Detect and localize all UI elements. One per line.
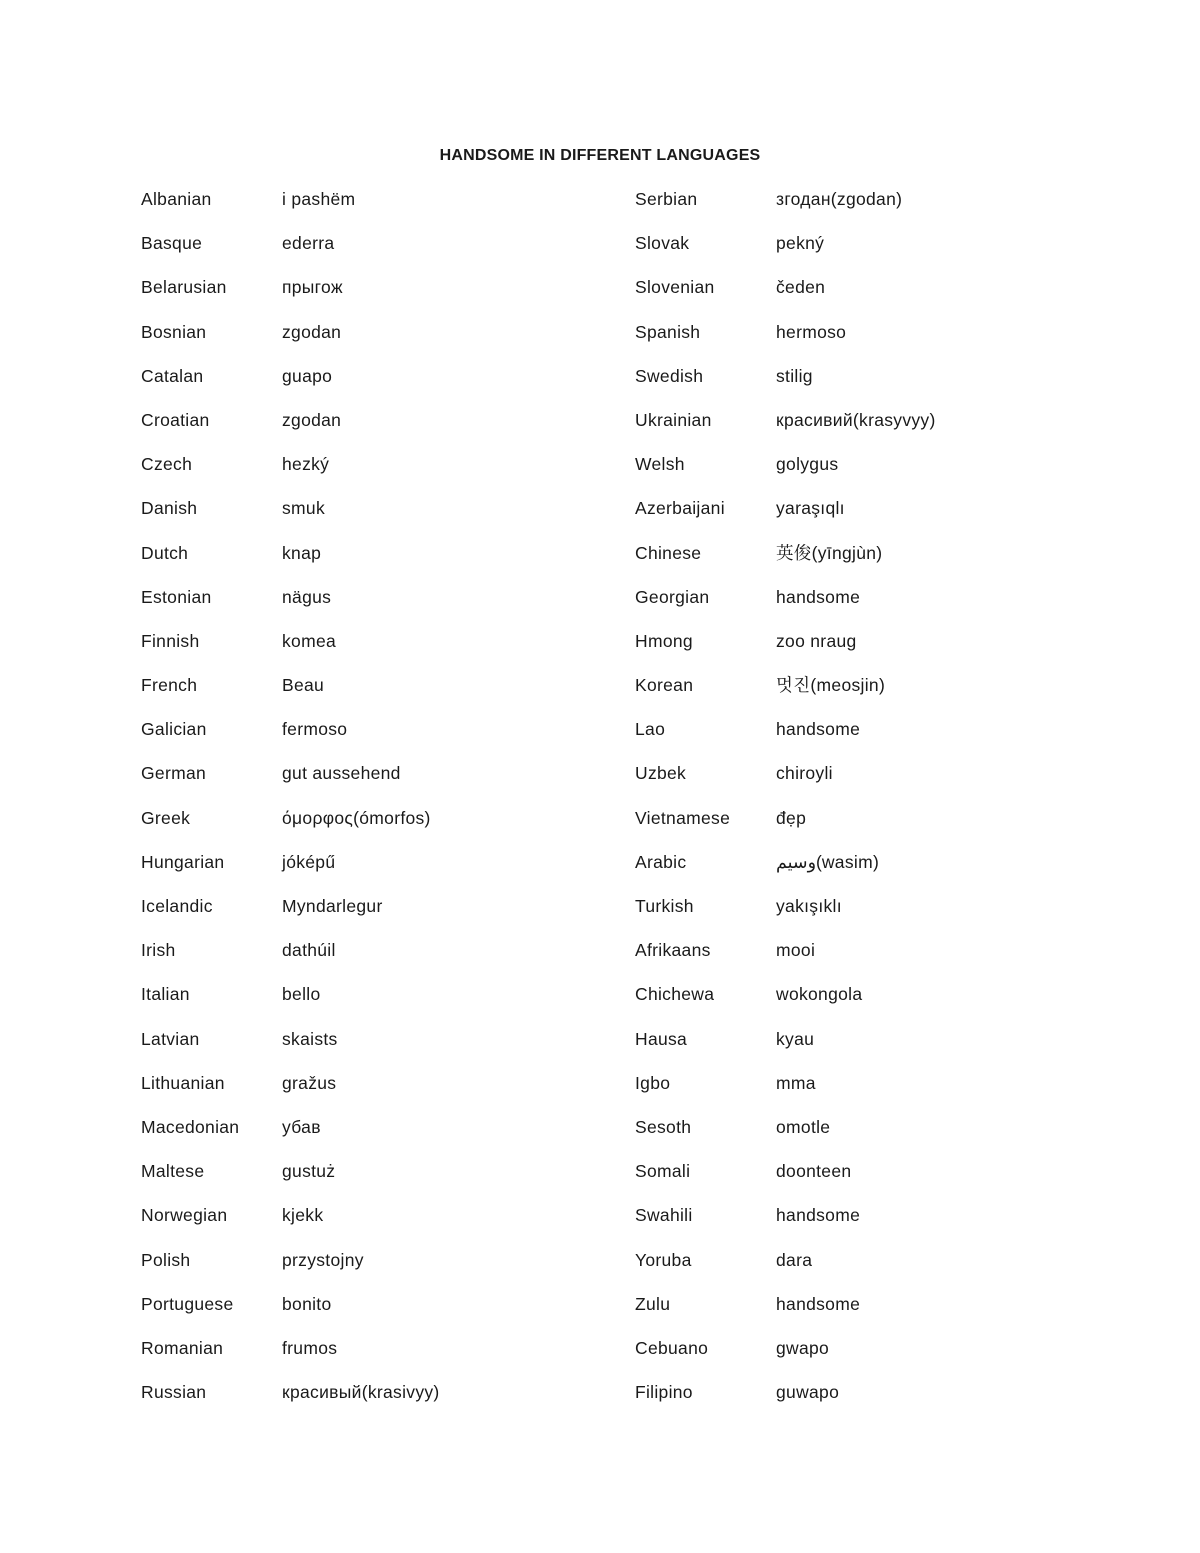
language-row	[635, 188, 936, 232]
translation: golygus	[776, 454, 839, 475]
language-name: Hmong	[635, 630, 693, 651]
language-name: Somali	[635, 1161, 691, 1182]
translation: yakışıklı	[776, 896, 842, 916]
language-name: Azerbaijani	[635, 498, 725, 519]
translation: убав	[282, 1116, 321, 1137]
language-name: Basque	[141, 233, 203, 254]
language-name: Afrikaans	[635, 940, 711, 961]
language-row	[635, 1072, 936, 1116]
language-row	[635, 1381, 936, 1425]
language-row	[141, 321, 440, 365]
translation: dathúil	[282, 940, 336, 961]
language-name: Georgian	[635, 586, 710, 607]
language-row	[141, 1337, 440, 1381]
translation: guwapo	[776, 1382, 840, 1403]
language-row	[141, 542, 440, 586]
translation: jóképű	[282, 851, 336, 872]
language-name: Igbo	[635, 1072, 671, 1093]
language-row	[141, 1116, 440, 1160]
language-name: Slovenian	[635, 277, 715, 298]
language-row	[635, 409, 936, 453]
translation: Myndarlegur	[282, 896, 383, 916]
language-row	[635, 807, 936, 851]
translation: knap	[282, 542, 322, 563]
language-name: Czech	[141, 454, 193, 475]
language-name: Lao	[635, 719, 666, 740]
translation: handsome	[776, 1293, 861, 1314]
language-row	[635, 718, 936, 762]
language-row	[635, 1293, 936, 1337]
translation: fermoso	[282, 719, 348, 740]
translation: gut aussehend	[282, 763, 401, 784]
translation: čeden	[776, 277, 826, 298]
language-name: Serbian	[635, 189, 698, 209]
language-row	[635, 276, 936, 320]
language-name: Arabic	[635, 851, 687, 872]
translation: kjekk	[282, 1205, 324, 1226]
language-name: Welsh	[635, 454, 685, 475]
language-row	[141, 1160, 440, 1204]
language-name: Romanian	[141, 1337, 224, 1358]
translation: komea	[282, 630, 337, 651]
language-row	[141, 807, 440, 851]
language-name: Filipino	[635, 1382, 693, 1403]
translation: zoo nraug	[776, 630, 857, 651]
language-name: Sesoth	[635, 1116, 692, 1137]
translation: zgodan	[282, 321, 342, 342]
language-row	[635, 321, 936, 365]
language-row	[635, 586, 936, 630]
translation: przystojny	[282, 1249, 364, 1270]
translation: وسيم(wasim)	[776, 851, 879, 872]
translation: zgodan	[282, 409, 342, 430]
language-row	[141, 983, 440, 1027]
language-row	[635, 1204, 936, 1248]
language-name: Irish	[141, 940, 176, 961]
translation: guapo	[282, 365, 333, 386]
language-name: Swedish	[635, 365, 704, 386]
language-name: Cebuano	[635, 1337, 709, 1358]
language-name: Hungarian	[141, 851, 225, 872]
translation: wokongola	[776, 984, 863, 1005]
translation: doonteen	[776, 1161, 852, 1182]
language-row	[141, 232, 440, 276]
translation: mooi	[776, 940, 816, 961]
language-row	[141, 188, 440, 232]
translation: chiroyli	[776, 763, 833, 784]
language-row	[141, 1249, 440, 1293]
language-row	[141, 586, 440, 630]
translation: i pashëm	[282, 189, 356, 209]
translation: handsome	[776, 586, 861, 607]
translation: omotle	[776, 1116, 831, 1137]
language-name: Bosnian	[141, 321, 207, 342]
language-row	[141, 497, 440, 541]
translation: 멋진(meosjin)	[776, 675, 886, 696]
language-name: Hausa	[635, 1028, 688, 1049]
translation: hezký	[282, 454, 330, 475]
language-row	[635, 1249, 936, 1293]
language-name: Chichewa	[635, 984, 715, 1005]
translation: όμορφος(ómorfos)	[282, 807, 431, 828]
language-row	[141, 1072, 440, 1116]
language-row	[635, 232, 936, 276]
translation: bonito	[282, 1293, 332, 1314]
language-row	[141, 718, 440, 762]
language-name: Spanish	[635, 321, 701, 342]
language-row	[141, 674, 440, 718]
language-row	[141, 762, 440, 806]
language-row	[141, 851, 440, 895]
translation: 英俊(yīngjùn)	[776, 542, 883, 563]
translation: згодан(zgodan)	[776, 189, 903, 209]
language-row	[635, 939, 936, 983]
language-row	[635, 1028, 936, 1072]
translation: прыгож	[282, 277, 343, 298]
language-row	[635, 497, 936, 541]
language-row	[141, 453, 440, 497]
language-row	[141, 895, 440, 939]
language-row	[635, 365, 936, 409]
translation: bello	[282, 984, 321, 1005]
page-title: HANDSOME IN DIFFERENT LANGUAGES	[439, 147, 761, 164]
language-row	[635, 1160, 936, 1204]
translation: красивый(krasivyy)	[282, 1382, 440, 1403]
translation: hermoso	[776, 321, 847, 342]
left-column	[141, 188, 440, 1425]
translation: Beau	[282, 675, 325, 696]
language-row	[141, 1293, 440, 1337]
language-name: Maltese	[141, 1161, 205, 1182]
language-row	[635, 762, 936, 806]
language-name: Chinese	[635, 542, 702, 563]
language-row	[141, 1028, 440, 1072]
language-row	[635, 983, 936, 1027]
language-name: Yoruba	[635, 1249, 692, 1270]
language-name: Icelandic	[141, 896, 213, 916]
translation: красивий(krasyvyy)	[776, 409, 936, 430]
language-row	[635, 630, 936, 674]
translation: gwapo	[776, 1337, 830, 1358]
translation: kyau	[776, 1028, 815, 1049]
language-name: Turkish	[635, 896, 694, 916]
language-row	[635, 453, 936, 497]
right-column	[635, 188, 936, 1425]
translation: smuk	[282, 498, 326, 519]
translation: đẹp	[776, 807, 807, 828]
language-name: Macedonian	[141, 1116, 240, 1137]
language-name: German	[141, 763, 207, 784]
language-name: Uzbek	[635, 763, 687, 784]
language-row	[635, 542, 936, 586]
translation: stilig	[776, 365, 813, 386]
language-row	[141, 276, 440, 320]
language-name: Ukrainian	[635, 409, 712, 430]
translation: gustuż	[282, 1161, 336, 1182]
translation: nägus	[282, 586, 332, 607]
language-name: Vietnamese	[635, 807, 731, 828]
language-name: Slovak	[635, 233, 690, 254]
language-row	[635, 851, 936, 895]
translation: pekný	[776, 233, 825, 254]
language-row	[141, 1381, 440, 1425]
language-name: Dutch	[141, 542, 189, 563]
language-name: Swahili	[635, 1205, 693, 1226]
language-name: Portuguese	[141, 1293, 234, 1314]
language-name: Lithuanian	[141, 1072, 225, 1093]
language-name: Albanian	[141, 189, 212, 209]
language-row	[141, 630, 440, 674]
language-name: Galician	[141, 719, 207, 740]
language-name: Danish	[141, 498, 198, 519]
translation: skaists	[282, 1028, 338, 1049]
language-row	[141, 409, 440, 453]
translation: mma	[776, 1072, 816, 1093]
language-name: Latvian	[141, 1028, 200, 1049]
language-row	[141, 365, 440, 409]
language-name: Korean	[635, 675, 694, 696]
translation: handsome	[776, 719, 861, 740]
language-name: Finnish	[141, 630, 200, 651]
language-name: Italian	[141, 984, 190, 1005]
language-row	[141, 1204, 440, 1248]
translation: handsome	[776, 1205, 861, 1226]
language-name: Belarusian	[141, 277, 227, 298]
translation: gražus	[282, 1072, 337, 1093]
language-name: Zulu	[635, 1293, 671, 1314]
language-name: Norwegian	[141, 1205, 228, 1226]
translation: yaraşıqlı	[776, 498, 845, 519]
language-name: Russian	[141, 1382, 207, 1403]
language-row	[635, 895, 936, 939]
translation: ederra	[282, 233, 335, 254]
language-name: French	[141, 675, 198, 696]
language-name: Greek	[141, 807, 191, 828]
language-name: Catalan	[141, 365, 204, 386]
language-name: Croatian	[141, 409, 210, 430]
language-name: Estonian	[141, 586, 212, 607]
language-row	[141, 939, 440, 983]
language-name: Polish	[141, 1249, 191, 1270]
translation: dara	[776, 1249, 813, 1270]
language-row	[635, 1337, 936, 1381]
language-row	[635, 1116, 936, 1160]
language-row	[635, 674, 936, 718]
translation: frumos	[282, 1337, 338, 1358]
